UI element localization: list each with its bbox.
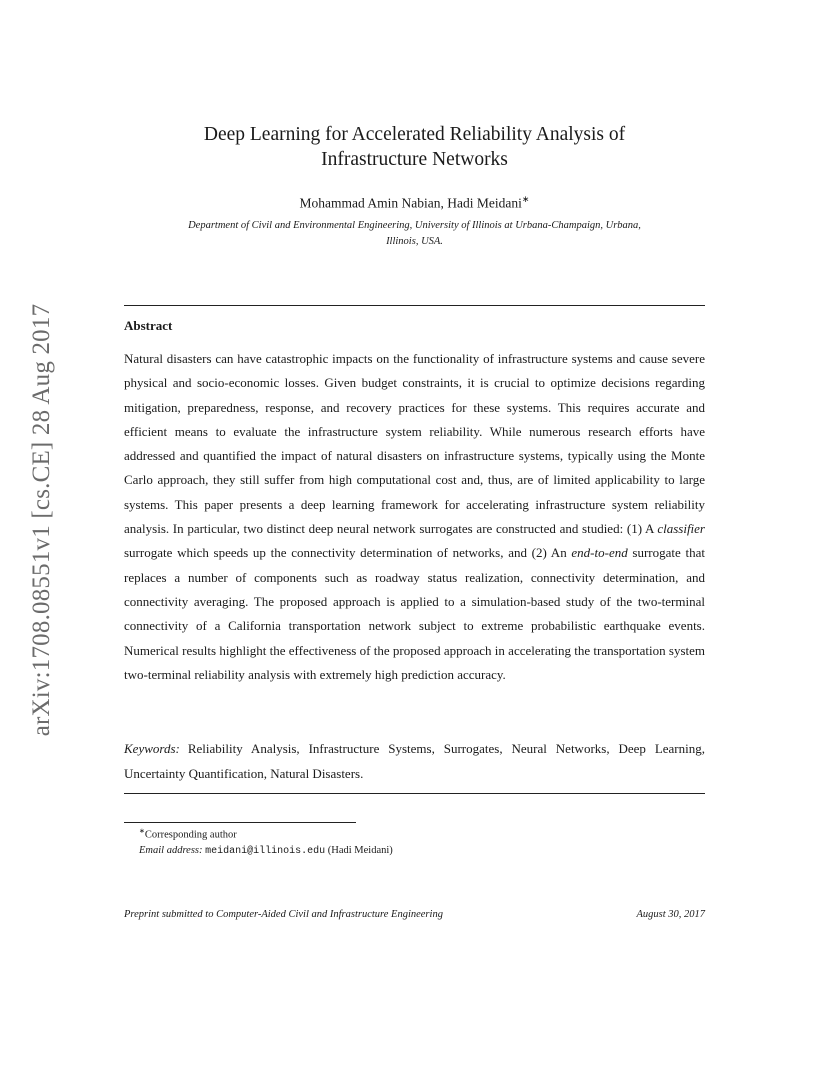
top-rule [124, 305, 705, 306]
preprint-note: Preprint submitted to Computer-Aided Civil and Infrastructure Engineering [124, 909, 443, 920]
affiliation [138, 218, 691, 250]
abstract-body [124, 347, 705, 687]
abstract-heading: Abstract [124, 318, 173, 333]
title-line-2: Infrastructure Networks [321, 149, 508, 170]
paper-title [124, 122, 705, 172]
author-list [124, 194, 705, 212]
keywords [124, 736, 705, 786]
abstract-text-3: surrogate that replaces a number of components such as roadway status realization, connectivity determination, and connectivity averaging. The proposed approach is applied to a simulation-based study of the two-terminal connectivity of a California transportation network subject to extreme probabilistic earthquake events. Numerical results highlight the effectiveness of the proposed approach in accelerating the transportation system two-terminal reliability analysis with extremely high prediction accuracy. [124, 545, 705, 682]
keywords-text: Reliability Analysis, Infrastructure Systems, Surrogates, Neural Networks, Deep Learning, Uncertainty Quantification, Natural Disasters. [124, 741, 705, 781]
footnote-marker: ∗ [139, 827, 145, 835]
affiliation-line-2: Illinois, USA. [386, 236, 443, 247]
author-marker: ∗ [521, 194, 530, 204]
abstract-emphasis-classifier: classifier [657, 521, 705, 537]
author-names: Mohammad Amin Nabian, Hadi Meidani [299, 195, 522, 211]
email-address-link[interactable]: meidani@illinois.edu [205, 845, 326, 857]
footnote-rule [124, 822, 356, 823]
abstract-text-1: Natural disasters can have catastrophic impacts on the functionality of infrastructure systems and cause severe physical and socio-economic losses. Given budget constraints, it is crucial to optimize decisions regarding mitigation, preparedness, response, and recovery practices for these systems. This requires accurate and efficient means to evaluate the infrastructure system reliability. While numerous research efforts have addressed and quantified the impact of natural disasters on infrastructure systems, typically using the Monte Carlo approach, they still suffer from high computational cost and, thus, are of limited applicability to large systems. This paper presents a deep learning framework for accelerating infrastructure system reliability analysis. In particular, two distinct deep neural network surrogates are constructed and studied: (1) A [124, 351, 705, 537]
footnote-corresponding [139, 824, 393, 843]
affiliation-line-1: Department of Civil and Environmental Engineering, University of Illinois at Urbana-Champaign, Urbana, [188, 220, 641, 231]
email-label: Email address: [139, 844, 203, 856]
title-line-1: Deep Learning for Accelerated Reliability Analysis of [203, 124, 626, 145]
abstract-text-2: surrogate which speeds up the connectivity determination of networks, and (2) An [124, 545, 572, 561]
arxiv-sidebar-stamp: arXiv:1708.08551v1 [cs.CE] 28 Aug 2017 [28, 303, 55, 737]
email-owner: (Hadi Meidani) [327, 844, 393, 856]
footer-date: August 30, 2017 [636, 909, 705, 920]
keywords-label: Keywords: [124, 741, 180, 756]
footnote-email [139, 843, 393, 859]
corresponding-author-label: Corresponding author [144, 829, 237, 841]
footnote [139, 824, 393, 859]
bottom-rule [124, 793, 705, 794]
abstract-emphasis-end-to-end: end-to-end [571, 545, 628, 561]
